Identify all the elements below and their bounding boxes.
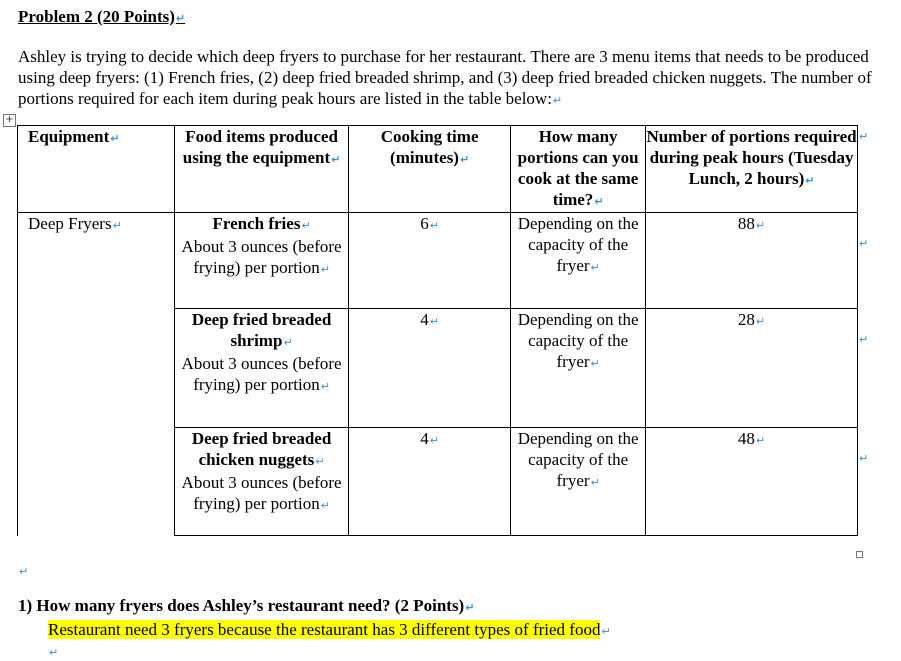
cooking-time-cell: 4↵ xyxy=(349,428,511,536)
food-item-cell: Deep fried breaded shrimp↵ About 3 ounces (before frying) per portion↵ xyxy=(175,309,349,428)
table-row xyxy=(18,213,858,309)
paragraph-mark-icon: ↵ xyxy=(320,380,330,393)
header-food-items: Food items produced using the equipment↵ xyxy=(175,126,349,213)
row-end-mark-icon: ↵ xyxy=(859,130,869,143)
paragraph-mark-icon: ↵ xyxy=(320,263,330,276)
problem-heading: Problem 2 (20 Points)↵ xyxy=(18,7,186,26)
portions-cell: 48↵ xyxy=(646,428,858,536)
paragraph-mark-icon: ↵ xyxy=(301,219,311,232)
paragraph-mark-icon: ↵ xyxy=(594,195,604,208)
portions-cell: 88↵ xyxy=(646,213,858,309)
table-move-handle-icon[interactable]: + xyxy=(3,114,16,127)
paragraph-mark-icon: ↵ xyxy=(429,315,439,328)
paragraph-mark-icon: ↵ xyxy=(19,565,29,578)
paragraph-mark-icon: ↵ xyxy=(429,434,439,447)
capacity-cell: Depending on the capacity of the fryer↵ xyxy=(511,213,646,309)
row-end-mark-icon: ↵ xyxy=(859,237,869,250)
paragraph-mark-icon: ↵ xyxy=(601,625,611,638)
empty-paragraph xyxy=(48,641,58,661)
paragraph-mark-icon: ↵ xyxy=(755,434,766,447)
paragraph-mark-icon: ↵ xyxy=(590,476,600,489)
paragraph-mark-icon: ↵ xyxy=(590,261,600,274)
paragraph-mark-icon: ↵ xyxy=(331,153,341,166)
paragraph-mark-icon: ↵ xyxy=(805,174,815,187)
row-end-mark-icon: ↵ xyxy=(859,452,869,465)
empty-paragraph xyxy=(18,560,28,580)
header-portions-same-time: How many portions can you cook at the same time?↵ xyxy=(511,126,646,213)
table-header-row xyxy=(18,126,858,213)
paragraph-mark-icon: ↵ xyxy=(459,153,470,166)
paragraph-mark-icon: ↵ xyxy=(429,219,439,232)
food-item-cell: French fries↵ About 3 ounces (before frying) per portion↵ xyxy=(175,213,349,309)
equipment-cell: Deep Fryers↵ xyxy=(18,213,175,536)
paragraph-mark-icon: ↵ xyxy=(320,499,330,512)
paragraph-mark-icon: ↵ xyxy=(465,601,475,614)
food-item-cell: Deep fried breaded chicken nuggets↵ About 3 ounces (before frying) per portion↵ xyxy=(175,428,349,536)
paragraph-mark-icon: ↵ xyxy=(283,336,293,349)
intro-paragraph: Ashley is trying to decide which deep fryers to purchase for her restaurant. There are 3 menu items that needs to be produced using deep fryers: (1) French fries, (2) deep fried breaded shrimp, and (3) deep fried breaded chicken nuggets. The number of portions required for each item during peak hours are listed in the table below:↵ xyxy=(18,47,872,108)
capacity-cell: Depending on the capacity of the fryer↵ xyxy=(511,428,646,536)
header-portions-required: Number of portions required during peak hours (Tuesday Lunch, 2 hours)↵ xyxy=(646,126,858,213)
header-equipment: Equipment↵ xyxy=(18,126,175,213)
cooking-time-cell: 6↵ xyxy=(349,213,511,309)
table-resize-handle-icon[interactable] xyxy=(856,551,863,558)
answer-1 xyxy=(48,620,611,640)
capacity-cell: Depending on the capacity of the fryer↵ xyxy=(511,309,646,428)
fryer-table xyxy=(17,125,858,536)
highlighted-answer: Restaurant need 3 fryers because the restaurant has 3 different types of fried food xyxy=(48,620,601,639)
paragraph-mark-icon: ↵ xyxy=(552,94,563,107)
paragraph-mark-icon: ↵ xyxy=(110,132,120,145)
paragraph-mark-icon: ↵ xyxy=(112,219,122,232)
paragraph-mark-icon: ↵ xyxy=(49,646,59,659)
row-end-mark-icon: ↵ xyxy=(859,333,869,346)
paragraph-mark-icon: ↵ xyxy=(175,12,186,25)
question-1: 1) How many fryers does Ashley’s restaurant need? (2 Points)↵ xyxy=(18,596,475,615)
paragraph-mark-icon: ↵ xyxy=(590,357,600,370)
paragraph-mark-icon: ↵ xyxy=(315,455,325,468)
paragraph-mark-icon: ↵ xyxy=(755,315,766,328)
header-cooking-time: Cooking time (minutes)↵ xyxy=(349,126,511,213)
paragraph-mark-icon: ↵ xyxy=(755,219,766,232)
portions-cell: 28↵ xyxy=(646,309,858,428)
cooking-time-cell: 4↵ xyxy=(349,309,511,428)
